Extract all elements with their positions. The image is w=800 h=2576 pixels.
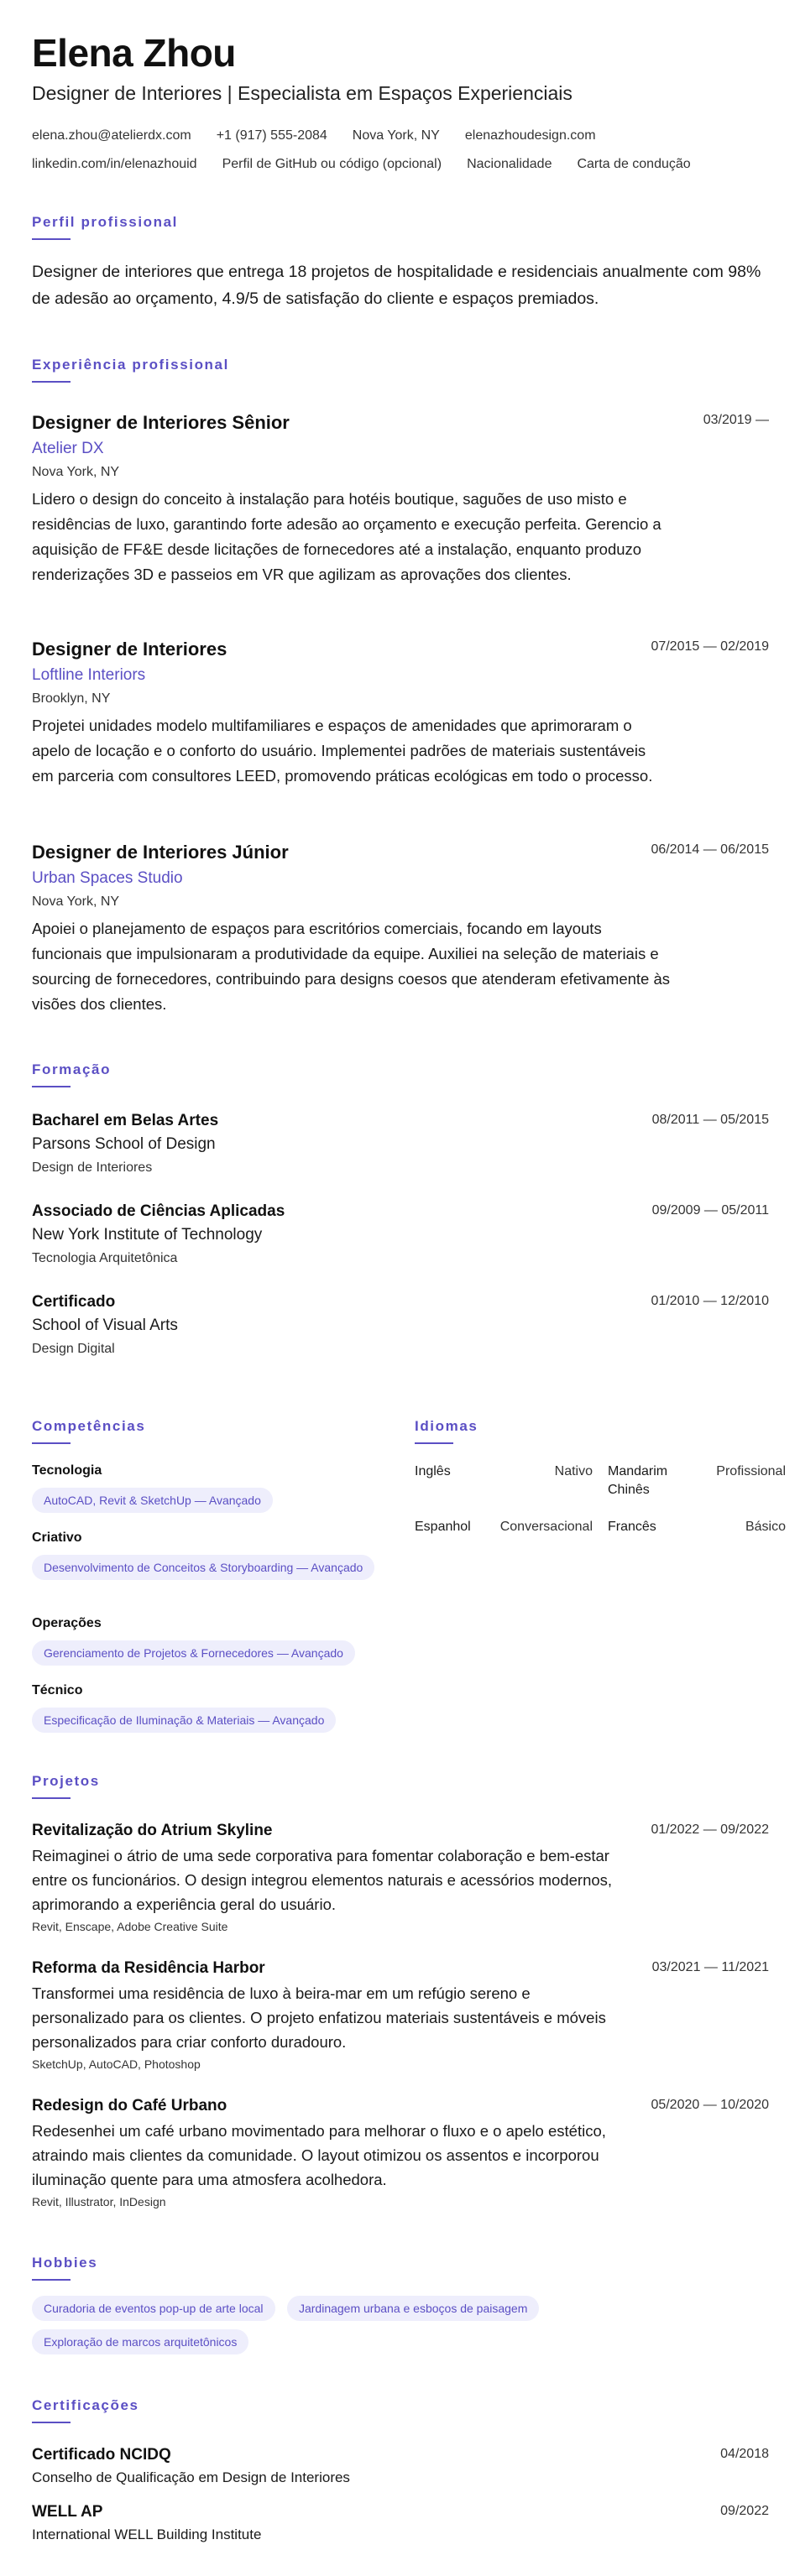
summary-section bbox=[32, 213, 769, 312]
language-item bbox=[608, 1463, 786, 1499]
job-company: Urban Spaces Studio bbox=[32, 869, 183, 887]
language-grid bbox=[415, 1463, 786, 1536]
resume-page bbox=[32, 29, 786, 2542]
hobby-pill: Exploração de marcos arquitetônicos bbox=[32, 2329, 248, 2354]
language-name: Mandarim Chinês bbox=[608, 1464, 668, 1497]
project-dates: 01/2022 — 09/2022 bbox=[651, 1822, 769, 1837]
skills-section bbox=[32, 1417, 384, 1727]
language-item bbox=[415, 1518, 593, 1536]
cert-org: International WELL Building Institute bbox=[32, 2526, 262, 2542]
website-link[interactable]: elenazhoudesign.com bbox=[464, 128, 596, 143]
headline: Designer de Interiores | Especialista em Espaços Experienciais bbox=[32, 82, 573, 104]
skill-category: Técnico bbox=[32, 1683, 83, 1697]
cert-date: 09/2022 bbox=[720, 2504, 769, 2518]
job-dates: 06/2014 — 06/2015 bbox=[651, 842, 769, 857]
edu-degree: Bacharel em Belas Artes bbox=[32, 1112, 219, 1129]
job-entry bbox=[32, 638, 769, 789]
certification-entry bbox=[32, 2445, 769, 2488]
cert-date: 04/2018 bbox=[720, 2447, 769, 2461]
skill-group bbox=[32, 1530, 384, 1588]
driving-license: Carta de condução bbox=[577, 157, 691, 171]
cert-org: Conselho de Qualificação em Design de Interiores bbox=[32, 2469, 350, 2485]
job-description: Apoiei o planejamento de espaços para escritórios comerciais, focando em layouts funcionais que impulsionaram a produtividade da equipe. Auxiliei na seleção de materiais e sourcing de fornecedores, contribuindo para designs coesos que atenderam efetivamente às visões dos clientes. bbox=[32, 920, 670, 1013]
edu-dates: 08/2011 — 05/2015 bbox=[651, 1113, 769, 1127]
education-entry bbox=[32, 1292, 769, 1358]
job-location: Brooklyn, NY bbox=[32, 691, 111, 706]
edu-field: Tecnologia Arquitetônica bbox=[32, 1251, 178, 1265]
skill-category: Operações bbox=[32, 1616, 102, 1630]
skill-pill: AutoCAD, Revit & SketchUp — Avançado bbox=[32, 1488, 273, 1513]
linkedin-link[interactable]: linkedin.com/in/elenazhouid bbox=[32, 157, 197, 171]
project-description: Redesenhei um café urbano movimentado para melhorar o fluxo e o apelo estético, atraindo mais clientes da comunidade. O layout otimizou os assentos e incorporou iluminação quente para uma atmosfera acolhedora. bbox=[32, 2122, 606, 2188]
hobby-pill: Curadoria de eventos pop-up de arte local bbox=[32, 2296, 275, 2321]
certifications-section bbox=[32, 2396, 769, 2542]
phone: +1 (917) 555-2084 bbox=[216, 128, 327, 143]
skill-category: Criativo bbox=[32, 1530, 82, 1545]
edu-degree: Certificado bbox=[32, 1293, 116, 1311]
language-level: Nativo bbox=[554, 1464, 593, 1478]
project-title: Reforma da Residência Harbor bbox=[32, 1959, 265, 1977]
project-description: Reimaginei o átrio de uma sede corporativa para fomentar colaboração e bem-estar entre os funcionários. O design integrou elementos naturais e acessórios modernos, aprimorando a experiência geral do usuário. bbox=[32, 1847, 613, 1913]
resume-header bbox=[32, 29, 769, 173]
section-title: Hobbies bbox=[32, 2254, 769, 2281]
hobby-list bbox=[32, 2296, 620, 2363]
project-tools: Revit, Enscape, Adobe Creative Suite bbox=[32, 1920, 228, 1933]
projects-section bbox=[32, 1772, 769, 2208]
project-dates: 03/2021 — 11/2021 bbox=[651, 1960, 769, 1974]
project-tools: SketchUp, AutoCAD, Photoshop bbox=[32, 2057, 201, 2071]
section-title: Competências bbox=[32, 1417, 384, 1444]
language-item bbox=[608, 1518, 786, 1536]
nationality: Nacionalidade bbox=[467, 157, 552, 171]
section-title: Idiomas bbox=[415, 1417, 769, 1444]
language-level: Conversacional bbox=[499, 1520, 593, 1534]
language-item bbox=[415, 1463, 593, 1499]
edu-dates: 01/2010 — 12/2010 bbox=[651, 1294, 769, 1308]
project-description: Transformei uma residência de luxo à beira-mar em um refúgio sereno e personalizado para os clientes. O projeto enfatizou materiais sustentáveis e móveis personalizados para criar conforto duradouro. bbox=[32, 1984, 606, 2051]
email-link[interactable]: elena.zhou@atelierdx.com bbox=[32, 128, 191, 143]
hobby-pill: Jardinagem urbana e esboços de paisagem bbox=[287, 2296, 539, 2321]
skill-pill: Especificação de Iluminação & Materiais — Avançado bbox=[32, 1708, 336, 1733]
section-title: Projetos bbox=[32, 1772, 769, 1799]
language-name: Francês bbox=[608, 1520, 656, 1534]
cert-name: WELL AP bbox=[32, 2503, 103, 2521]
skill-pill: Gerenciamento de Projetos & Fornecedores — Avançado bbox=[32, 1640, 355, 1666]
project-entry bbox=[32, 1958, 769, 2073]
edu-school: New York Institute of Technology bbox=[32, 1226, 263, 1244]
section-title: Perfil profissional bbox=[32, 213, 769, 240]
experience-section bbox=[32, 356, 769, 1013]
job-description: Lidero o design do conceito à instalação para hotéis boutique, saguões de uso misto e residências de luxo, garantindo forte adesão ao orçamento e execução perfeita. Gerencio a aquisição de FF&E desde licitações de fornecedores até a instalação, enquanto produzo renderizações 3D e passeios em VR que agilizam as aprovações dos clientes. bbox=[32, 490, 661, 583]
job-dates: 03/2019 — bbox=[703, 413, 769, 427]
job-company: Atelier DX bbox=[32, 440, 104, 457]
job-entry bbox=[32, 841, 769, 1017]
language-level: Básico bbox=[745, 1520, 786, 1534]
project-entry bbox=[32, 1821, 769, 1935]
language-name: Espanhol bbox=[415, 1520, 471, 1534]
contact-row bbox=[32, 156, 769, 173]
project-tools: Revit, Illustrator, InDesign bbox=[32, 2195, 166, 2208]
edu-dates: 09/2009 — 05/2011 bbox=[651, 1203, 769, 1218]
edu-school: Parsons School of Design bbox=[32, 1135, 216, 1153]
language-level: Profissional bbox=[716, 1464, 786, 1478]
job-description: Projetei unidades modelo multifamiliares e espaços de amenidades que aprimoraram o apelo de locação e o conforto do usuário. Implementei padrões de materiais sustentáveis em parceria com consultores LEED, promovendo práticas ecológicas em todo o processo. bbox=[32, 717, 653, 785]
edu-school: School of Visual Arts bbox=[32, 1317, 178, 1334]
github-link[interactable]: Perfil de GitHub ou código (opcional) bbox=[222, 157, 442, 171]
skill-pill: Desenvolvimento de Conceitos & Storyboarding — Avançado bbox=[32, 1555, 374, 1580]
job-dates: 07/2015 — 02/2019 bbox=[651, 639, 769, 654]
job-title: Designer de Interiores Júnior bbox=[32, 842, 289, 863]
education-entry bbox=[32, 1202, 769, 1268]
language-name: Inglês bbox=[415, 1464, 451, 1478]
languages-section bbox=[415, 1417, 786, 1536]
skill-group bbox=[32, 1615, 384, 1674]
section-title: Experiência profissional bbox=[32, 356, 769, 383]
location: Nova York, NY bbox=[352, 128, 440, 143]
education-section bbox=[32, 1061, 769, 1356]
job-title: Designer de Interiores Sênior bbox=[32, 412, 290, 433]
job-entry bbox=[32, 411, 769, 587]
certification-entry bbox=[32, 2502, 769, 2545]
skill-group bbox=[32, 1682, 384, 1741]
project-dates: 05/2020 — 10/2020 bbox=[651, 2098, 769, 2112]
job-title: Designer de Interiores bbox=[32, 639, 227, 660]
job-location: Nova York, NY bbox=[32, 894, 120, 909]
project-title: Revitalização do Atrium Skyline bbox=[32, 1822, 273, 1839]
edu-field: Design Digital bbox=[32, 1342, 115, 1356]
section-title: Formação bbox=[32, 1061, 769, 1087]
education-entry bbox=[32, 1111, 769, 1177]
contact-row bbox=[32, 128, 769, 144]
skill-group bbox=[32, 1463, 384, 1521]
project-entry bbox=[32, 2096, 769, 2210]
section-title: Certificações bbox=[32, 2396, 769, 2423]
skill-category: Tecnologia bbox=[32, 1463, 102, 1478]
edu-field: Design de Interiores bbox=[32, 1160, 153, 1175]
hobbies-section bbox=[32, 2254, 769, 2363]
job-company: Loftline Interiors bbox=[32, 666, 146, 684]
edu-degree: Associado de Ciências Aplicadas bbox=[32, 1202, 285, 1220]
cert-name: Certificado NCIDQ bbox=[32, 2446, 171, 2464]
summary-text: Designer de interiores que entrega 18 projetos de hospitalidade e residenciais anualmente com 98% de adesão ao orçamento, 4.9/5 de satisfação do cliente e espaços premiados. bbox=[32, 263, 761, 308]
candidate-name: Elena Zhou bbox=[32, 31, 236, 75]
job-location: Nova York, NY bbox=[32, 465, 120, 479]
project-title: Redesign do Café Urbano bbox=[32, 2097, 227, 2115]
